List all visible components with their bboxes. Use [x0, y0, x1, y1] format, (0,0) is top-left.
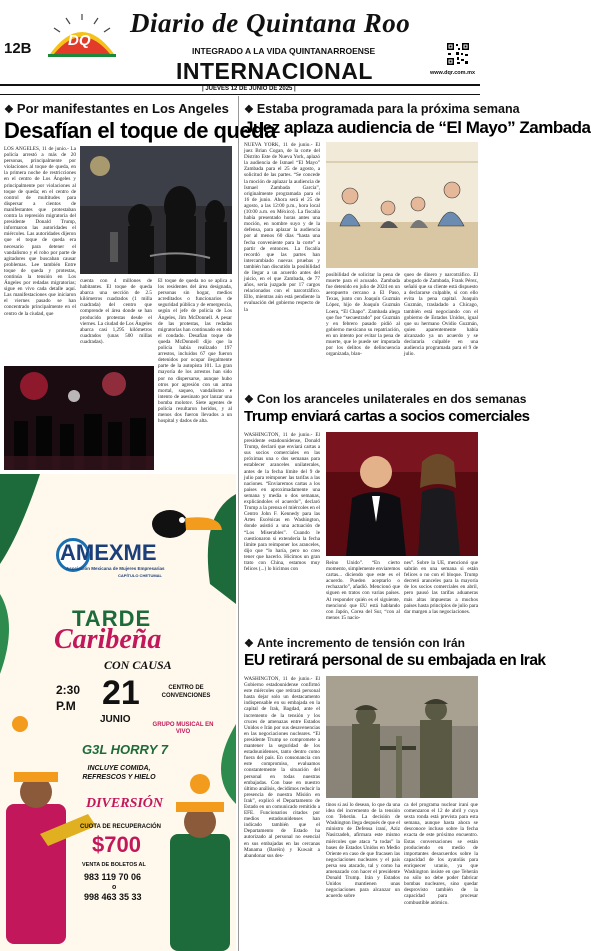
newspaper-title: Diario de Quintana Roo — [130, 8, 411, 38]
article-kicker: ❖ Con los aranceles unilaterales en dos semanas — [244, 392, 527, 406]
article-body-col1: NUEVA YORK, 11 de junio.- El juez Brian Cogan, de la corte del Distrito Este de Nueva York, aplazó la audiencia de Ismael “El Mayo” Zambada para el 25 de agosto, a solicitud de las partes. “Se concede la moción de aplazar la audiencia de Ismael Zambada García”, originalmente programada para el 16 de junio. Ahora será el 25 de agosto, a las 12:00 p.m., hora local (10:00 a.m. en México). La fiscalía había presentado horas antes una moción, en nombre suyo y de la defensa, para aplazar la audiencia por al menos 60 días “hasta una fecha conveniente para la corte” a partir de entonces. La fiscalía recordó que las partes han intercambiado nuevas pruebas y también han discutido la posibilidad de llegar a un acuerdo antes del juicio, en el que Zambada, de 77 años, sería juzgado por 17 cargos relacionados con el narcotráfico. Ello, mientras aún está pendiente la evaluación del gobierno respecto de la — [244, 142, 320, 313]
article-kicker: ❖ Estaba programada para la próxima semana — [244, 102, 520, 116]
article-trump-cartas — [242, 386, 530, 630]
date-rule — [0, 94, 480, 95]
ad-music-label: GRUPO MUSICAL EN VIVO — [152, 722, 214, 735]
ad-title-con-causa: CON CAUSA — [104, 658, 172, 672]
ad-price-label: CUOTA DE RECUPERACIÓN — [80, 824, 162, 830]
diamond-bullet-icon: ❖ — [244, 638, 257, 650]
logo-text: DQ — [68, 32, 91, 49]
ad-month: JUNIO — [100, 714, 131, 725]
newspaper-logo — [44, 14, 120, 62]
courtroom-sketch-image — [326, 142, 478, 268]
article-headline: Trump enviará cartas a socios comerciales — [244, 408, 530, 425]
ad-phone-1[interactable]: 983 119 70 06 — [84, 872, 142, 882]
ad-time: 2:30 P.M — [56, 683, 81, 713]
ad-phone-2[interactable]: 998 463 35 33 — [84, 892, 142, 902]
website-url[interactable]: www.dqr.com.mx — [430, 70, 476, 76]
masthead — [0, 0, 480, 93]
article-eu-irak — [242, 630, 546, 951]
ad-org-name: AMEXME — [60, 540, 157, 565]
article-body-col2: Reino Unido”. “En cierto momento, simplemente enviaremos cartas... diciendo que este es el acuerdo. Pueden aceptarlo o rechazarlo”, añadió. Mencionó que siguen en tratos con varias países. Al responder quién es el siguiente, mencionó que EU está hablando con Japón, Corea del Sur, “con al menos 15 nacio- — [326, 560, 400, 621]
column-divider — [238, 96, 239, 951]
article-body-col3: nes”. Sobre la UE, mencionó que sabrán en una semana si están felices o no con el bloque. Trump decretó aranceles para la mayoría de los socios comerciales en abril, pero pausó las tarifas aduaneras más altas impuestas a muchos países hasta principios de julio para dar margen a las negociaciones. — [404, 560, 478, 615]
ad-title-caribena: Caribeña — [54, 624, 162, 655]
article-body-col1: WASHINGTON, 11 de junio.- El Gobierno estadounidense confirmó este miércoles que retirará personal hasta dejar solo un destacamento indispensable en su embajada en la capital de Irak, Bagdad, ante el incremento de la tensión y los cruces de amenazas entre Estados Unidos e Irán por sus desavenencias en las negociaciones nucleares. “El presidente Trump se compromete a mantener la seguridad de los estadounidenses, tanto dentro como fuera del país. En consonancia con este compromiso, evaluamos constantemente la situación del personal en todas nuestras embajadas. Con base en nuestro último análisis, decidimos reducir la presencia de nuestra Misión en Irak”, explicó el Departamento de Estado en un comunicado remitido a EFE. Funcionarios citados por medios estadounidenses han indicado también que el Departamento de Estado ha autorizado al personal no esencial en sus embajadas en las cercanas Manama (Baréin) y Kuwait a abandonar sus des- — [244, 676, 320, 859]
ad-venue: CENTRO DE CONVENCIONES — [161, 685, 211, 699]
article-body-col2: posibilidad de solicitar la pena de muerte para el acusado. Zambada fue detenido en julio de 2024 en un aeropuerto cercano a El Paso, Texas, junto con Joaquín Guzmán López, hijo de Joaquín Guzmán Loera, “El Chapo”. Zambada alega que fue “secuestrado” por Guzmán y en febrero pasado pidió al gobierno mexicano su repatriación, en un intento por evitar la pena de muerte, que le puede ser imputada por los delitos de delincuencia organizada, blan- — [326, 272, 400, 358]
ad-title-tarde: TARDE — [72, 606, 152, 631]
ad-includes: INCLUYE COMIDA, REFRESCOS Y HIELO — [82, 765, 156, 781]
trump-photo — [326, 432, 478, 556]
article-body-col3: ca del programa nuclear iraní que comenzaron el 12 de abril y cuya sexta ronda está prevista para esta semana, aunque hasta ahora se desconoce incluso sobre la fecha exacta de este próximo encuentro. Estas conversaciones se están produciendo en medio de importantes desacuerdos sobre la capacidad de los ayatolás para enriquecer uranio, ya que Washington insiste en que Teherán no sólo no debe poder fabricar bombas nucleares, sino quedar desprovisto también de la capacidad para procesar combustible atómico. — [404, 802, 478, 906]
ad-price: $700 — [92, 832, 141, 857]
article-body-col3: queo de dinero y narcotráfico. El abogado de Zambada, Frank Pérez, señaló que su cliente está dispuesto a declararse culpable, si con ello evita la pena capital. Joaquín Guzmán, trasladado a Chicago, también está negociando con el gobierno de Estados Unidos, igual que su hermano Ovidio Guzmán, quien aparentemente había alcanzado ya un acuerdo y se declararía culpable en una audiencia programada para el 9 de julio. — [404, 272, 478, 358]
soldiers-photo — [326, 676, 478, 798]
edition-date: | JUEVES 12 DE JUNIO DE 2025 | — [202, 86, 296, 92]
ad-day: 21 — [102, 674, 140, 712]
diamond-bullet-icon: ❖ — [244, 104, 257, 116]
article-headline: EU retirará personal de su embajada en Irak — [244, 652, 546, 669]
article-body-col2: tinos si así lo desean, lo que da una idea del incremento de la tensión con Teherán. La decisión de Washington llega después de que el ministro de Defensa iraní, Aziz Nasirzadeh, afirmara este mismo miércoles que ataca “a todas” la bases de Estados Unidos en Medio Oriente en caso de que fracasen las negociaciones nucleares y el país persa sea atacado, tal y como ha amenazado con hacer el presidente Donald Trump. Irán y Estados Unidos mantienen unas negociaciones para alcanzar un acuerdo sobre — [326, 802, 400, 900]
article-headline: Desafían el toque de queda — [4, 118, 276, 143]
advertisement-tarde-caribena[interactable] — [0, 474, 236, 951]
diamond-bullet-icon: ❖ — [4, 104, 17, 116]
article-kicker: ❖ Ante incremento de tensión con Irán — [244, 636, 465, 650]
article-los-angeles — [0, 96, 276, 425]
night-protest-photo — [4, 366, 154, 470]
article-body-col1: WASHINGTON, 11 de junio.- El presidente estadounidense, Donald Trump, declaró que enviará cartas a sus socios comerciales en las próximas una o dos semanas para establecer aranceles unilaterales, antes de la fecha límite del 9 de julio para reimponer las tarifas a las naciones. “Enviaremos cartas a los países en aproximadamente una semana y media o dos semanas, explicándoles el acuerdo”, declaró Trump a la prensa el miércoles en el Centro John F. Kennedy para las Artes Escénicas en Washington, donde asistió a una actuación de “Los Miserables”. Cuando le cuestionaron si extendería la fecha límite para reimponer los aranceles, dijo que “lo haría, pero no creo tener que hacerlo. Hicimos un gran trato con China, estamos muy felices (...) lo hicimos con — [244, 432, 320, 573]
ad-phone-separator: o — [112, 884, 117, 891]
ad-chapter: CAPÍTULO CHETUMAL — [118, 573, 162, 578]
article-body-col1: LOS ANGELES, 11 de junio.- La policía arrestó a más de 20 personas, principalmente por violaciones al toque de queda, en la primera noche de restricciones en el centro de Los Ángeles y principalmente por violaciones al toque de queda; en el centro de control de multitudes para dispersar a cientos de manifestantes que protestaban contra la represión migratoria del presidente Donald Trump, informaron las autoridades el miércoles. Las autoridades dijeron que el toque de queda era necesario para detener el vandalismo y el robo por parte de agitadores que buscaban causar problemas. Lee también Entre toque de queda y protestas, continúa la tensión en Los Ángeles por redadas migratorias; sigue en vivo cada detalle aquí. Las manifestaciones que iniciaron el viernes pasado se han concentrado principalmente en el centro de la ciudad, que — [4, 146, 76, 317]
section-title: INTERNACIONAL — [176, 58, 373, 84]
ad-band-name: G3L HORRY 7 — [82, 742, 168, 757]
ad-sales-label: VENTA DE BOLETOS AL — [82, 862, 146, 868]
ad-org-subtitle: Asociación Mexicana de Mujeres Empresarias — [66, 566, 165, 571]
newspaper-subtitle: INTEGRADO A LA VIDA QUINTANARROENSE — [192, 46, 376, 56]
article-body-col3: El toque de queda no se aplica a los residentes del área designada, personas sin hogar, medios acreditados o funcionarios de seguridad pública y de emergencia, según el jefe de policía de Los Ángeles, Jim McDonnell. A pesar de las protestas, las redadas migratorias han continuado en todo el condado. Desafían toque de queda McDonnell dijo que la policía había realizado 197 arrestos, incluidos 67 que fueron detenidos por ocupar ilegalmente parte de la autopista 101. La gran mayoría de los arrestos han sido por no dispersarse, aunque hubo otros por agresión con un arma mortal, saqueo, vandalismo e intento de asesinato por lanzar una bomba molotov. Siete agentes de policía resultaron heridos, y al menos dos fueron llevados a un hospital y dados de alta. — [158, 278, 232, 425]
qr-code-icon[interactable] — [446, 42, 470, 66]
diamond-bullet-icon: ❖ — [244, 394, 257, 406]
article-headline: Juez aplaza audiencia de “El Mayo” Zambada — [244, 118, 591, 137]
page-number: 12B — [4, 40, 32, 57]
protest-police-photo — [80, 146, 232, 274]
article-body-col2: cuenta con 4 millones de habitantes. El toque de queda abarca una sección de 2.5 kilómetros cuadrados (1 milla cuadrada) del centro que comprende el área donde se han producido protestas desde el viernes. La ciudad de Los Ángeles abarca casi 1,295 kilómetros cuadrados (unas 500 millas cuadradas). — [80, 278, 152, 345]
article-el-mayo — [242, 96, 591, 386]
ad-fun: DIVERSIÓN — [86, 796, 164, 811]
article-kicker: ❖ Por manifestantes en Los Angeles — [4, 101, 229, 116]
